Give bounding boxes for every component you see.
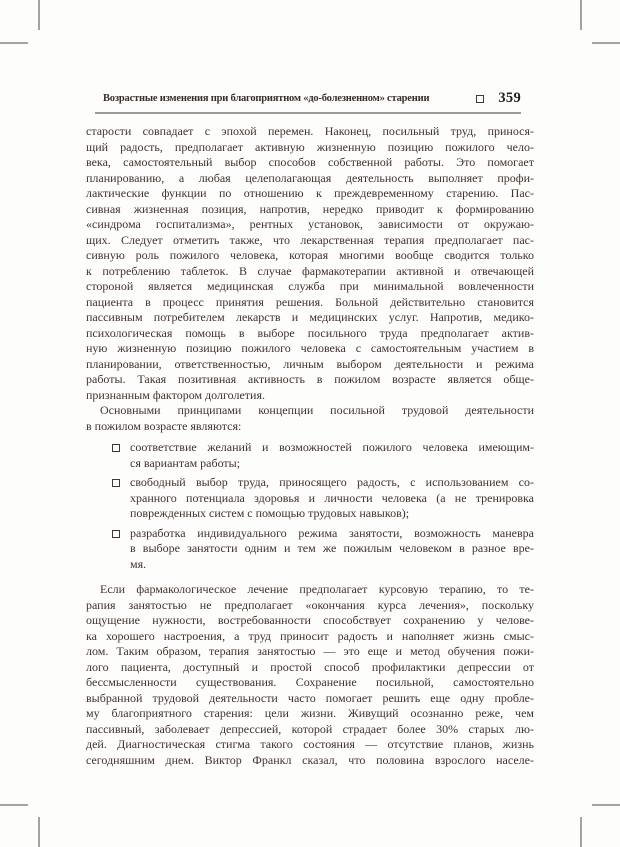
list-item — [86, 440, 534, 471]
text-line: признанным фактором долголетия. — [86, 387, 265, 402]
text-line: сивная жизненная позиция, напротив, нередко приводит к формированию — [86, 201, 534, 216]
text-line: мя. — [130, 556, 147, 571]
square-bullet-icon — [112, 444, 120, 452]
text-column — [86, 124, 534, 768]
crop-mark-bottom-right-vertical — [580, 817, 582, 847]
page-number: 359 — [498, 90, 521, 106]
text-line: работы. Такая позитивная активность в пожилом возрасте является обще- — [86, 372, 534, 386]
crop-mark-top-left-vertical — [38, 0, 40, 30]
crop-mark-top-right-vertical — [580, 0, 582, 30]
text-line: лого пациента, доступный и простой способ профилактики депрессии от — [86, 659, 534, 674]
crop-mark-bottom-left-horizontal — [0, 804, 28, 806]
text-line: в выборе занятости одним и тем же пожилым человеком в разное вре- — [130, 541, 534, 555]
text-line: рапия занятостью не предполагает «окончания курса лечения», поскольку — [86, 597, 534, 612]
text-line: психологическая помощь в выборе посильного труда предполагает актив- — [86, 325, 534, 340]
text-line: к потреблению таблеток. В случае фармакотерапии активной и отвечающей — [86, 263, 534, 278]
text-line: ощущение нужности, востребованности способствует сохранению у челове- — [86, 613, 534, 627]
text-line: лом. Таким образом, терапия занятостью — это еще и метод обучения пожи- — [86, 644, 534, 658]
text-line: ся вариантам работы; — [130, 455, 241, 470]
text-line: лактические функции по отношению к преждевременному старению. Пас- — [86, 186, 534, 200]
text-line: ка хорошего настроения, а труд приносит радость и наполняет жизнь смыс- — [86, 628, 534, 643]
page-header-right — [466, 90, 521, 107]
text-line: выбранной трудовой деятельности часто помогает решить еще одну пробле- — [86, 690, 534, 705]
crop-mark-bottom-left-vertical — [38, 817, 40, 847]
text-line: сивную роль пожилого человека, которая многими вообще сводится только — [86, 248, 534, 262]
text-line: щих. Следует отметить также, что лекарственная терапия предполагает пас- — [86, 232, 534, 247]
text-line: старости совпадает с эпохой перемен. Наконец, посильный труд, принося- — [86, 124, 534, 138]
text-line: в пожилом возрасте являются: — [86, 418, 242, 433]
square-bullet-icon — [112, 530, 120, 538]
text-line: пассивный, заболевает депрессией, которой страдает более 30% старых лю- — [86, 721, 534, 736]
text-line: поврежденных систем с помощью трудовых навыков); — [130, 506, 410, 520]
paragraph-2 — [86, 403, 534, 434]
text-line: ную жизненную позицию пожилого человека с самостоятельным участием в — [86, 341, 534, 355]
list-item — [86, 475, 534, 522]
text-line: Основными принципами концепции посильной трудовой деятельности — [100, 403, 534, 417]
running-head-title: Возрастные изменения при благоприятном «до-болезненном» старении — [103, 93, 430, 104]
text-line: бессмысленности существования. Сохранение посильной, самостоятельно — [86, 675, 534, 689]
text-line: планировании, ответственностью, личным выбором деятельности и режима — [86, 356, 534, 371]
text-line: соответствие желаний и возможностей пожилого человека имеющим- — [130, 440, 534, 454]
text-line: дей. Диагностическая стигма такого состояния — отсутствие планов, жизнь — [86, 737, 534, 751]
text-line: свободный выбор труда, приносящего радость, с использованием со- — [130, 475, 534, 489]
text-line: пассивным потребителем лекарств и медицинских услуг. Напротив, медико- — [86, 310, 534, 324]
text-line: пациента в процесс принятия решения. Больной действительно становится — [86, 294, 534, 309]
paragraph-3 — [86, 582, 534, 768]
text-line: планированию, а любая целеполагающая деятельность выполняет профи- — [86, 170, 534, 185]
square-bullet-icon — [112, 479, 120, 487]
paragraph-1 — [86, 124, 534, 403]
page-header — [95, 90, 521, 114]
text-line: хранного потенциала здоровья и личности человека (а не тренировка — [130, 490, 534, 505]
text-line: разработка индивидуального режима занятости, возможность маневра — [130, 525, 534, 540]
principles-list — [86, 440, 534, 572]
crop-mark-top-right-horizontal — [592, 42, 620, 44]
text-line: «синдрома госпитализма», рентных установок, зависимости от окружаю- — [86, 217, 534, 231]
text-line: му благоприятного старения: цели жизни. Живущий осознанно реже, чем — [86, 706, 534, 720]
crop-mark-bottom-right-horizontal — [592, 804, 620, 806]
text-line: Если фармакологическое лечение предполагает курсовую терапию, то те- — [100, 582, 534, 596]
square-bullet-icon — [476, 95, 484, 103]
text-line: щий радость, предполагает активную жизненную позицию пожилого чело- — [86, 139, 534, 154]
text-line: стороной является медицинская служба при минимальной вовлеченности — [86, 279, 534, 293]
text-line: сегодняшним днем. Виктор Франкл сказал, что половина взрослого населе- — [86, 752, 534, 767]
crop-mark-top-left-horizontal — [0, 42, 28, 44]
list-item — [86, 526, 534, 573]
text-line: века, самостоятельный выбор способов собственной работы. Это помогает — [86, 155, 534, 169]
